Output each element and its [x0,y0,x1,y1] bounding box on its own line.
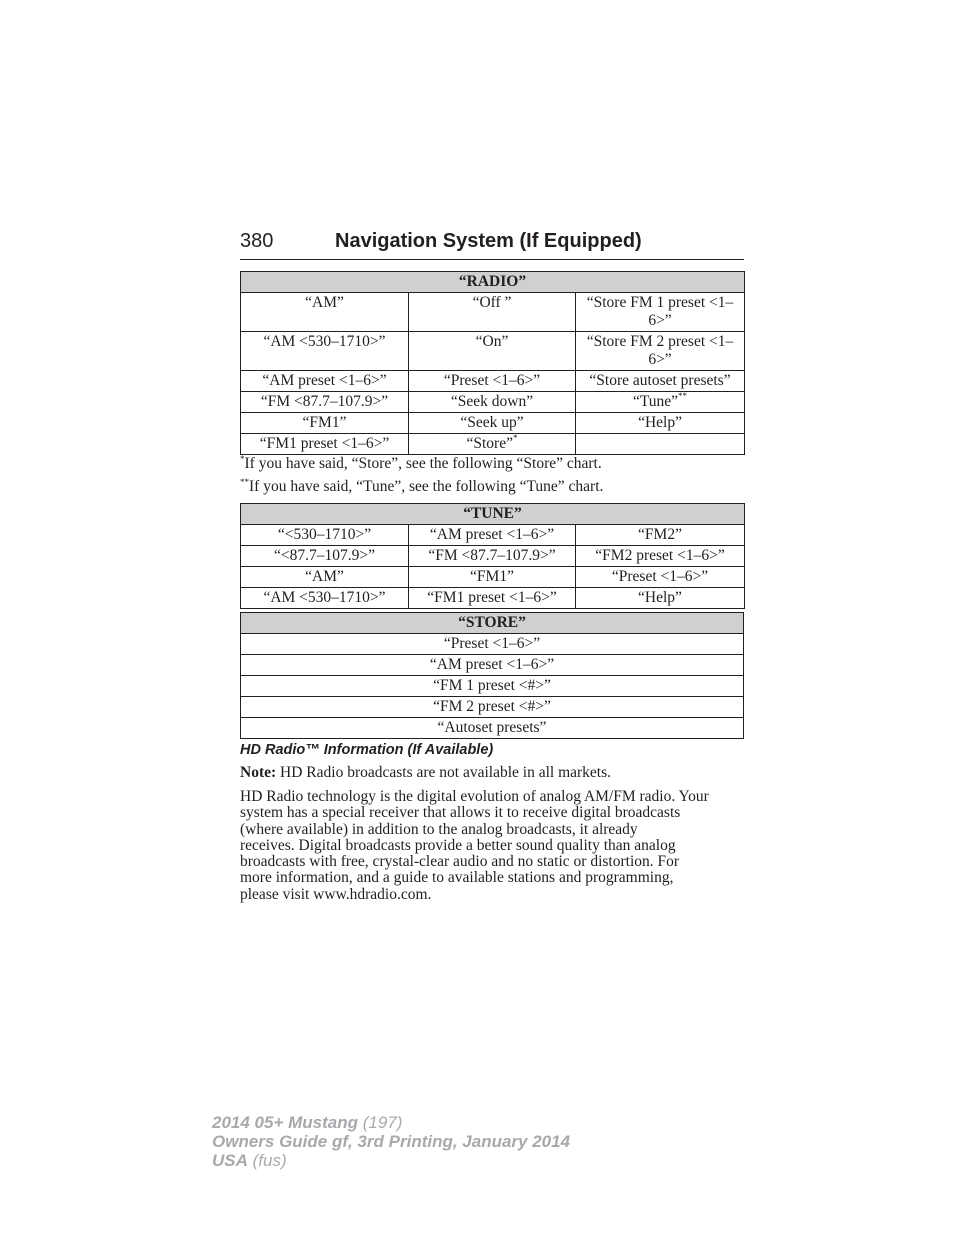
footer-line [212,1151,570,1170]
table-cell: “AM preset <1–6>” [409,525,576,546]
paragraph-line: receives. Digital broadcasts provide a better sound quality than analog [240,836,676,854]
table-cell: “FM 1 preset <#>” [241,676,744,697]
footnote-text: If you have said, “Store”, see the following “Store” chart. [244,455,602,472]
table-cell: “On” [409,332,576,371]
table-cell: “Preset <1–6>” [241,634,744,655]
table-row [241,567,745,588]
table-cell [409,434,576,455]
tune-command-table [240,503,745,609]
table-title: “RADIO” [241,272,745,293]
footer-line: Owners Guide gf, 3rd Printing, January 2014 [212,1132,571,1151]
section-title: Navigation System (If Equipped) [335,230,642,252]
paragraph-line: please visit www.hdradio.com. [240,885,432,903]
table-cell: “AM” [241,567,409,588]
note-paragraph [240,765,750,781]
table-row [241,332,745,371]
paragraph-line: system has a special receiver that allows it to receive digital broadcasts [240,804,681,822]
table-cell: “Seek up” [409,413,576,434]
table-title: “TUNE” [241,504,745,525]
table-cell [576,434,745,455]
footnote [240,455,602,473]
hd-radio-heading: HD Radio™ Information (If Available) [240,742,494,758]
footer-market: USA [212,1151,248,1170]
table-cell: “Store autoset presets” [576,371,745,392]
page-header [240,229,744,260]
store-command-table [240,612,744,739]
footnote [240,478,603,496]
paragraph-line: more information, and a guide to available stations and programming, [240,869,674,887]
table-cell: “Store FM 2 preset <1–6>” [576,332,745,371]
table-cell: “FM1” [409,567,576,588]
table-row [241,371,745,392]
table-row [241,655,744,676]
footnote-text: If you have said, “Tune”, see the following “Tune” chart. [249,478,604,495]
table-row [241,293,745,332]
table-row [241,434,745,455]
table-cell: “Seek down” [409,392,576,413]
footer-code: (fus) [247,1151,287,1170]
table-cell: “FM <87.7–107.9>” [241,392,409,413]
table-cell: “FM2” [576,525,745,546]
table-cell: “FM1” [241,413,409,434]
table-row [241,676,744,697]
table-row [241,392,745,413]
table-row [241,718,744,739]
footnote-mark: ** [678,391,688,401]
table-cell: “Autoset presets” [241,718,744,739]
footer-line [212,1113,570,1132]
table-cell: “Help” [576,413,745,434]
table-cell: “AM preset <1–6>” [241,655,744,676]
table-cell: “AM” [241,293,409,332]
radio-command-table [240,271,745,455]
table-title: “STORE” [241,613,744,634]
table-cell: “Preset <1–6>” [576,567,745,588]
note-label: Note: [240,764,277,781]
table-cell: “AM <530–1710>” [241,588,409,609]
table-cell: “AM <530–1710>” [241,332,409,371]
hd-radio-paragraph [240,789,750,903]
table-row [241,413,745,434]
table-cell: “Preset <1–6>” [409,371,576,392]
table-cell: “FM1 preset <1–6>” [241,434,409,455]
paragraph-line: (where available) in addition to the analog broadcasts, it already [240,820,638,838]
table-cell: “Store FM 1 preset <1–6>” [576,293,745,332]
table-row [241,697,744,718]
table-cell [576,392,745,413]
table-row [241,634,744,655]
table-cell: “Help” [576,588,745,609]
page-footer [212,1113,570,1170]
table-row [241,525,745,546]
table-row [241,546,745,567]
table-cell: “FM <87.7–107.9>” [409,546,576,567]
table-row [241,588,745,609]
note-text: HD Radio broadcasts are not available in all markets. [276,764,612,781]
table-cell: “AM preset <1–6>” [241,371,409,392]
table-cell: “FM 2 preset <#>” [241,697,744,718]
paragraph-line: broadcasts with free, crystal-clear audio and no static or distortion. For [240,853,680,871]
table-cell: “<530–1710>” [241,525,409,546]
page-number: 380 [240,230,274,252]
table-cell: “FM1 preset <1–6>” [409,588,576,609]
table-cell: “FM2 preset <1–6>” [576,546,745,567]
table-cell: “Off ” [409,293,576,332]
footnote-mark: * [512,433,518,443]
table-cell: “<87.7–107.9>” [241,546,409,567]
footer-model: 2014 05+ Mustang [212,1113,358,1132]
footnote-mark: ** [240,477,249,487]
paragraph-line: HD Radio technology is the digital evolution of analog AM/FM radio. Your [240,788,709,805]
cell-text: “Tune” [632,393,679,410]
cell-text: “Store” [466,435,513,452]
footnote-mark: * [240,454,245,464]
footer-code: (197) [358,1113,403,1132]
